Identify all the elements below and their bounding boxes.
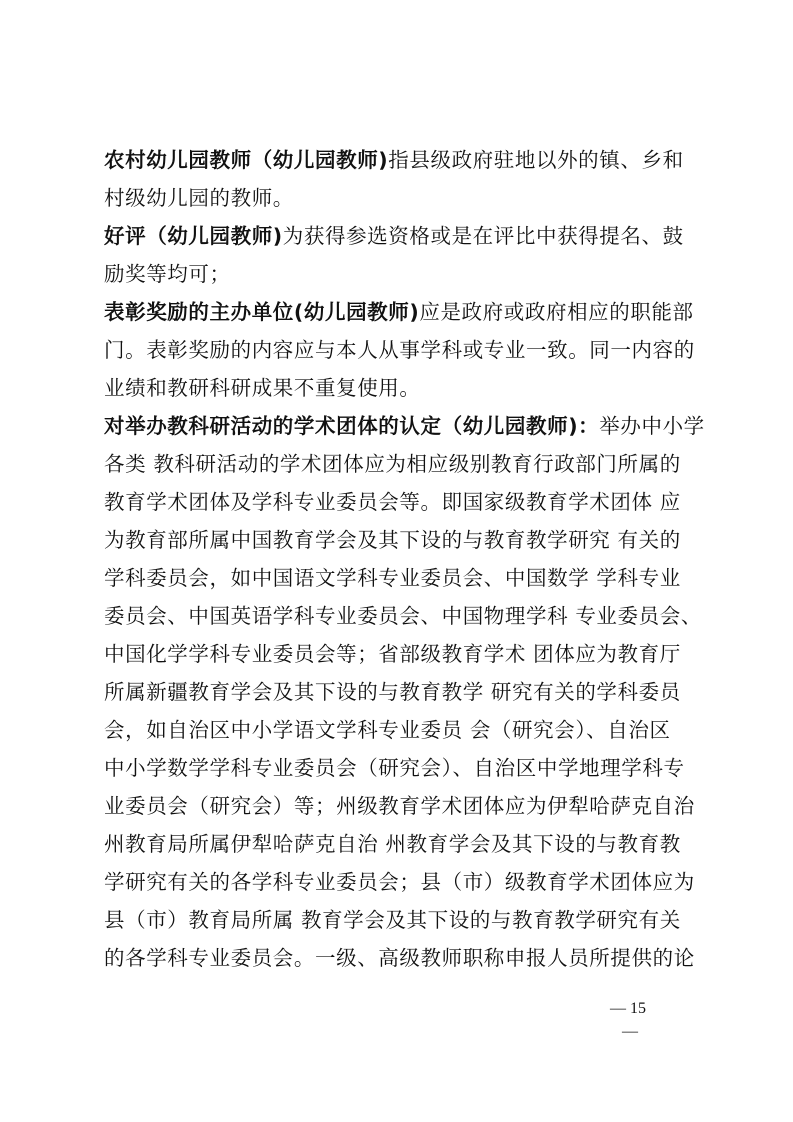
text-line <box>104 939 694 977</box>
text-line <box>104 445 694 483</box>
line-text: 中国化学学科专业委员会等；省部级教育学术 团体应为教育厅 <box>104 642 681 666</box>
line-text: 应是政府或政府相应的职能部 <box>419 300 694 324</box>
paragraph <box>104 293 694 407</box>
line-text: 中小学数学学科专业委员会（研究会）、自治区中学地理学科专 <box>104 756 685 780</box>
text-line <box>104 331 694 369</box>
line-text: 励奖等均可； <box>104 262 231 286</box>
line-text: 学科委员会，如中国语文学科专业委员会、中国数学 学科专业 <box>104 566 681 590</box>
text-line <box>104 787 694 825</box>
line-text: 教育学术团体及学科专业委员会等。即国家级教育学术团体 应 <box>104 490 681 514</box>
paragraph <box>104 141 694 217</box>
line-text: 所属新疆教育学会及其下设的与教育教学 研究有关的学科委员 <box>104 680 681 704</box>
text-line <box>104 711 694 749</box>
line-text: 举办中小学 <box>599 414 705 438</box>
line-text: 各类 教科研活动的学术团体应为相应级别教育行政部门所属的 <box>104 452 681 476</box>
text-line <box>104 673 694 711</box>
text-line <box>104 597 702 635</box>
page-number-tail: — <box>622 1023 638 1040</box>
text-line <box>104 825 694 863</box>
bold-term: 农村幼儿园教师（幼儿园教师) <box>104 148 389 172</box>
text-line <box>104 521 694 559</box>
paragraph <box>104 217 694 293</box>
bold-term: 对举办教科研活动的学术团体的认定（幼儿园教师)： <box>104 414 600 438</box>
page-number: — 15 <box>610 1000 646 1017</box>
text-line <box>104 863 694 901</box>
document-body <box>104 141 705 977</box>
line-text: 业委员会（研究会）等；州级教育学术团体应为伊犁哈萨克自治 <box>104 794 695 818</box>
line-text: 学研究有关的各学科专业委员会；县（市）级教育学术团体应为 <box>104 870 695 894</box>
bold-term: 表彰奖励的主办单位(幼儿园教师) <box>104 300 420 324</box>
text-line <box>104 483 694 521</box>
line-text: 会，如自治区中小学语文学科专业委员 会（研究会）、自治区 <box>104 718 671 742</box>
line-text: 为获得参选资格或是在评比中获得提名、鼓 <box>282 224 684 248</box>
line-text: 指县级政府驻地以外的镇、乡和 <box>388 148 684 172</box>
text-line <box>104 217 694 255</box>
text-line <box>104 901 694 939</box>
line-text: 的各学科专业委员会。一级、高级教师职称申报人员所提供的论 <box>104 946 695 970</box>
bold-term: 好评（幼儿园教师) <box>104 224 283 248</box>
line-text: 业绩和教研科研成果不重复使用。 <box>104 376 421 400</box>
text-line <box>104 255 694 293</box>
paragraph <box>104 407 705 977</box>
line-text: 村级幼儿园的教师。 <box>104 186 294 210</box>
line-text: 门。表彰奖励的内容应与本人从事学科或专业一致。同一内容的 <box>104 338 695 362</box>
line-text: 县（市）教育局所属 教育学会及其下设的与教育教学研究有关 <box>104 908 681 932</box>
text-line <box>104 141 694 179</box>
text-line <box>104 635 694 673</box>
text-line <box>104 749 694 787</box>
text-line <box>104 179 694 217</box>
text-line <box>104 407 705 445</box>
line-text: 为教育部所属中国教育学会及其下设的与教育教学研究 有关的 <box>104 528 681 552</box>
text-line <box>104 369 694 407</box>
text-line <box>104 293 694 331</box>
line-text: 州教育局所属伊犁哈萨克自治 州教育学会及其下设的与教育教 <box>104 832 681 856</box>
line-text: 委员会、中国英语学科专业委员会、中国物理学科 专业委员会、 <box>104 604 702 628</box>
text-line <box>104 559 694 597</box>
